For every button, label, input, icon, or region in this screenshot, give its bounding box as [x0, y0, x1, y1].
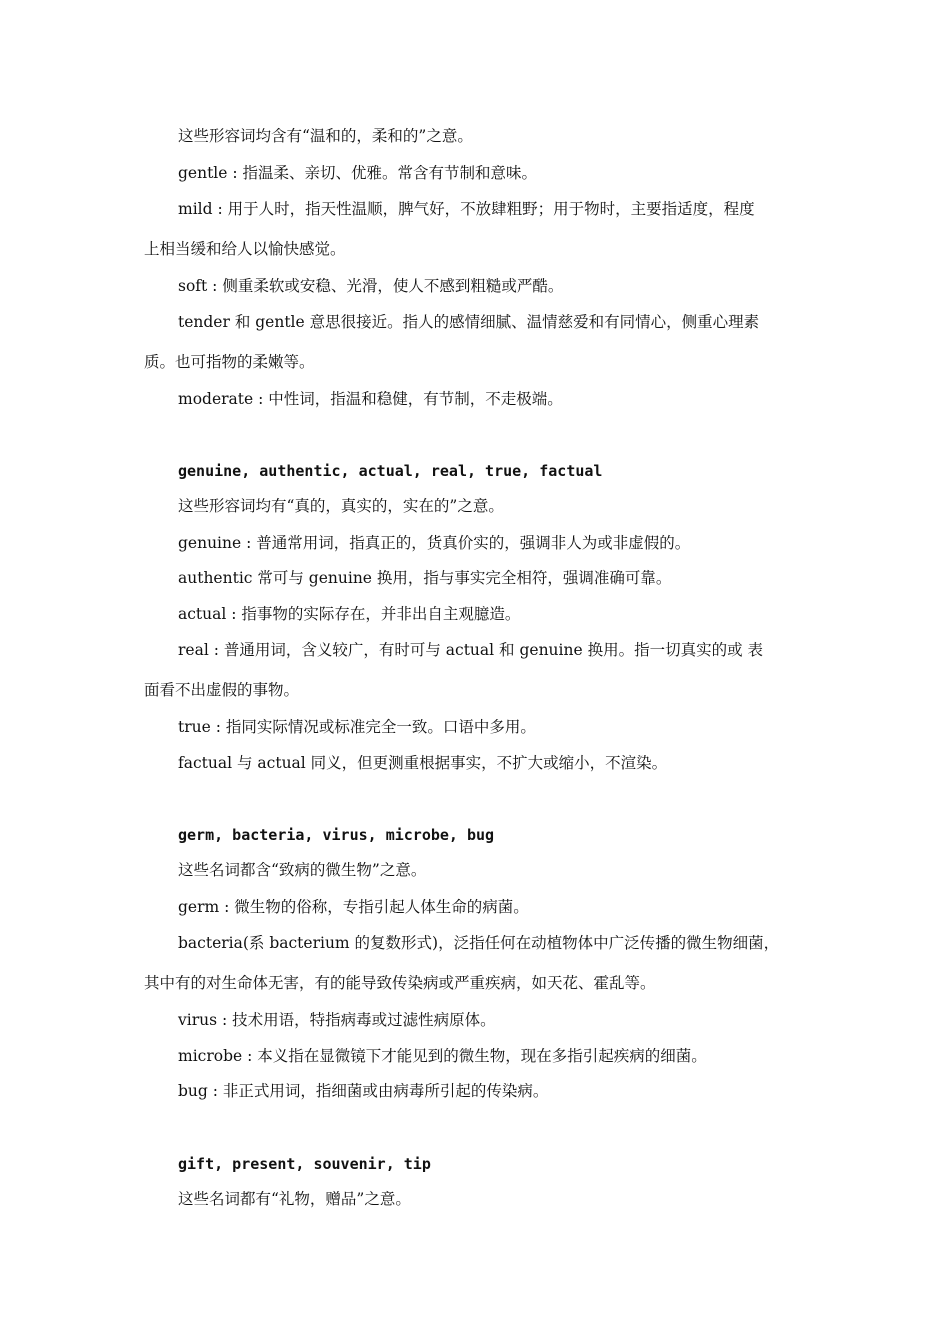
paragraph-line: 面看不出虚假的事物。: [144, 681, 300, 699]
paragraph-line: 上相当缓和给人以愉快感觉。: [144, 240, 346, 258]
paragraph-line: bug : 非正式用词，指细菌或由病毒所引起的传染病。: [178, 1082, 549, 1100]
paragraph-line: microbe : 本义指在显微镜下才能见到的微生物，现在多指引起疾病的细菌。: [178, 1047, 707, 1065]
paragraph-line: 这些名词都有“礼物，赠品”之意。: [178, 1190, 411, 1208]
paragraph-line: moderate : 中性词，指温和稳健，有节制，不走极端。: [178, 390, 563, 408]
paragraph-line: soft : 侧重柔软或安稳、光滑，使人不感到粗糙或严酷。: [178, 277, 564, 295]
paragraph-line: 这些名词都含“致病的微生物”之意。: [178, 861, 427, 879]
section-heading: gift, present, souvenir, tip: [178, 1155, 431, 1173]
paragraph-line: gentle : 指温柔、亲切、优雅。常含有节制和意味。: [178, 164, 538, 182]
paragraph-line: 这些形容词均含有“温和的，柔和的”之意。: [178, 127, 473, 145]
paragraph-line: actual : 指事物的实际存在，并非出自主观臆造。: [178, 605, 521, 623]
paragraph-line: tender 和 gentle 意思很接近。指人的感情细腻、温情慈爱和有同情心，侧重心理素: [178, 313, 760, 331]
paragraph-line: factual 与 actual 同义，但更测重根据事实，不扩大或缩小，不渲染。: [178, 754, 668, 772]
paragraph-line: mild : 用于人时，指天性温顺，脾气好，不放肆粗野；用于物时，主要指适度，程度: [178, 200, 755, 218]
section-heading: genuine, authentic, actual, real, true, factual: [178, 462, 603, 480]
paragraph-line: 这些形容词均有“真的，真实的，实在的”之意。: [178, 497, 504, 515]
paragraph-line: bacteria(系 bacterium 的复数形式)，泛指任何在动植物体中广泛传播的微生物细菌，: [178, 934, 780, 952]
paragraph-line: authentic 常可与 genuine 换用，指与事实完全相符，强调准确可靠。: [178, 569, 672, 587]
section-heading: germ, bacteria, virus, microbe, bug: [178, 826, 495, 844]
paragraph-line: germ : 微生物的俗称，专指引起人体生命的病菌。: [178, 898, 529, 916]
paragraph-line: virus : 技术用语，特指病毒或过滤性病原体。: [178, 1011, 496, 1029]
paragraph-line: true : 指同实际情况或标准完全一致。口语中多用。: [178, 718, 536, 736]
paragraph-line: 质。也可指物的柔嫩等。: [144, 353, 315, 371]
paragraph-line: real : 普通用词，含义较广，有时可与 actual 和 genuine 换用。指一切真实的或 表: [178, 641, 763, 659]
paragraph-line: 其中有的对生命体无害，有的能导致传染病或严重疾病，如天花、霍乱等。: [144, 974, 656, 992]
paragraph-line: genuine : 普通常用词，指真正的，货真价实的，强调非人为或非虚假的。: [178, 534, 691, 552]
